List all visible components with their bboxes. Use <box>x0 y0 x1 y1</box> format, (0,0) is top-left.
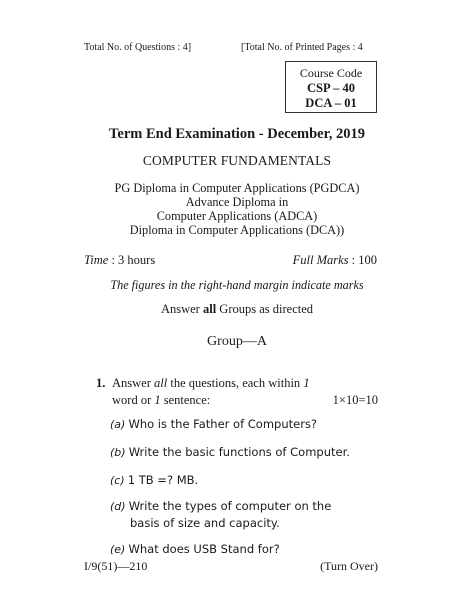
subquestion-d <box>110 498 368 532</box>
instruction-figures: The figures in the right-hand margin indicate marks <box>110 278 364 292</box>
course-code-label: Course Code <box>299 66 363 80</box>
answer-post: Groups as directed <box>216 302 314 316</box>
subquestion-text: Who is the Father of Computers? <box>128 417 318 431</box>
subquestion-label: (b) <box>110 446 126 459</box>
subquestion-a <box>110 416 317 433</box>
instruction-answer <box>0 302 474 317</box>
q-text-italic: all <box>154 376 168 390</box>
subquestion-text: What does USB Stand for? <box>128 542 280 556</box>
marks-label: Full Marks <box>292 253 349 267</box>
course-code-box <box>285 61 377 113</box>
subquestion-text: Write the basic functions of Computer. <box>128 445 350 459</box>
subquestion-label: (a) <box>110 418 126 431</box>
answer-bold: all <box>202 302 217 316</box>
subquestion-text-cont: basis of size and capacity. <box>130 516 280 530</box>
question-marks: 1×10=10 <box>332 393 378 407</box>
program-line: Computer Applications (ADCA) <box>156 209 318 223</box>
question-line-1 <box>112 375 378 392</box>
program-list <box>0 181 474 237</box>
paper-code: I/9(51)—210 <box>84 559 148 573</box>
total-questions: Total No. of Questions : 4] <box>84 42 192 53</box>
time-value: : 3 hours <box>111 253 156 267</box>
question-number: 1. <box>96 376 106 390</box>
q-text: the questions, each within <box>167 376 304 390</box>
marks-value: : 100 <box>351 253 377 267</box>
question-1 <box>96 375 378 409</box>
q-text-italic: 1 <box>154 393 161 407</box>
q-text: sentence: <box>160 393 211 407</box>
question-body <box>112 375 378 409</box>
question-line-2 <box>112 392 378 409</box>
exam-title: Term End Examination - December, 2019 <box>109 126 365 142</box>
time-allowed <box>84 253 155 268</box>
subquestion-text: Write the types of computer on the <box>128 499 332 513</box>
program-line: PG Diploma in Computer Applications (PGDCA) <box>114 181 360 195</box>
total-pages: [Total No. of Printed Pages : 4 <box>241 42 363 53</box>
subquestion-e <box>110 541 280 558</box>
full-marks <box>293 253 377 268</box>
time-label: Time <box>84 253 109 267</box>
subquestion-label: (e) <box>110 543 126 556</box>
q-text: word or <box>112 393 155 407</box>
q-line2-text <box>112 392 210 409</box>
subquestion-label: (c) <box>110 474 125 487</box>
group-heading: Group—A <box>207 334 267 349</box>
answer-pre: Answer <box>160 302 203 316</box>
course-code-1: CSP – 40 <box>307 81 355 95</box>
q-text: Answer <box>112 376 155 390</box>
subquestion-label: (d) <box>110 500 126 513</box>
q-text-italic: 1 <box>303 376 310 390</box>
subject-title: COMPUTER FUNDAMENTALS <box>142 153 332 168</box>
turn-over: (Turn Over) <box>320 559 378 573</box>
course-code-2: DCA – 01 <box>305 96 357 110</box>
subquestion-c <box>110 472 198 489</box>
program-line: Diploma in Computer Applications (DCA)) <box>129 223 345 237</box>
subquestion-b <box>110 444 350 461</box>
subquestion-text: 1 TB =? MB. <box>127 473 199 487</box>
program-line: Advance Diploma in <box>185 195 289 209</box>
